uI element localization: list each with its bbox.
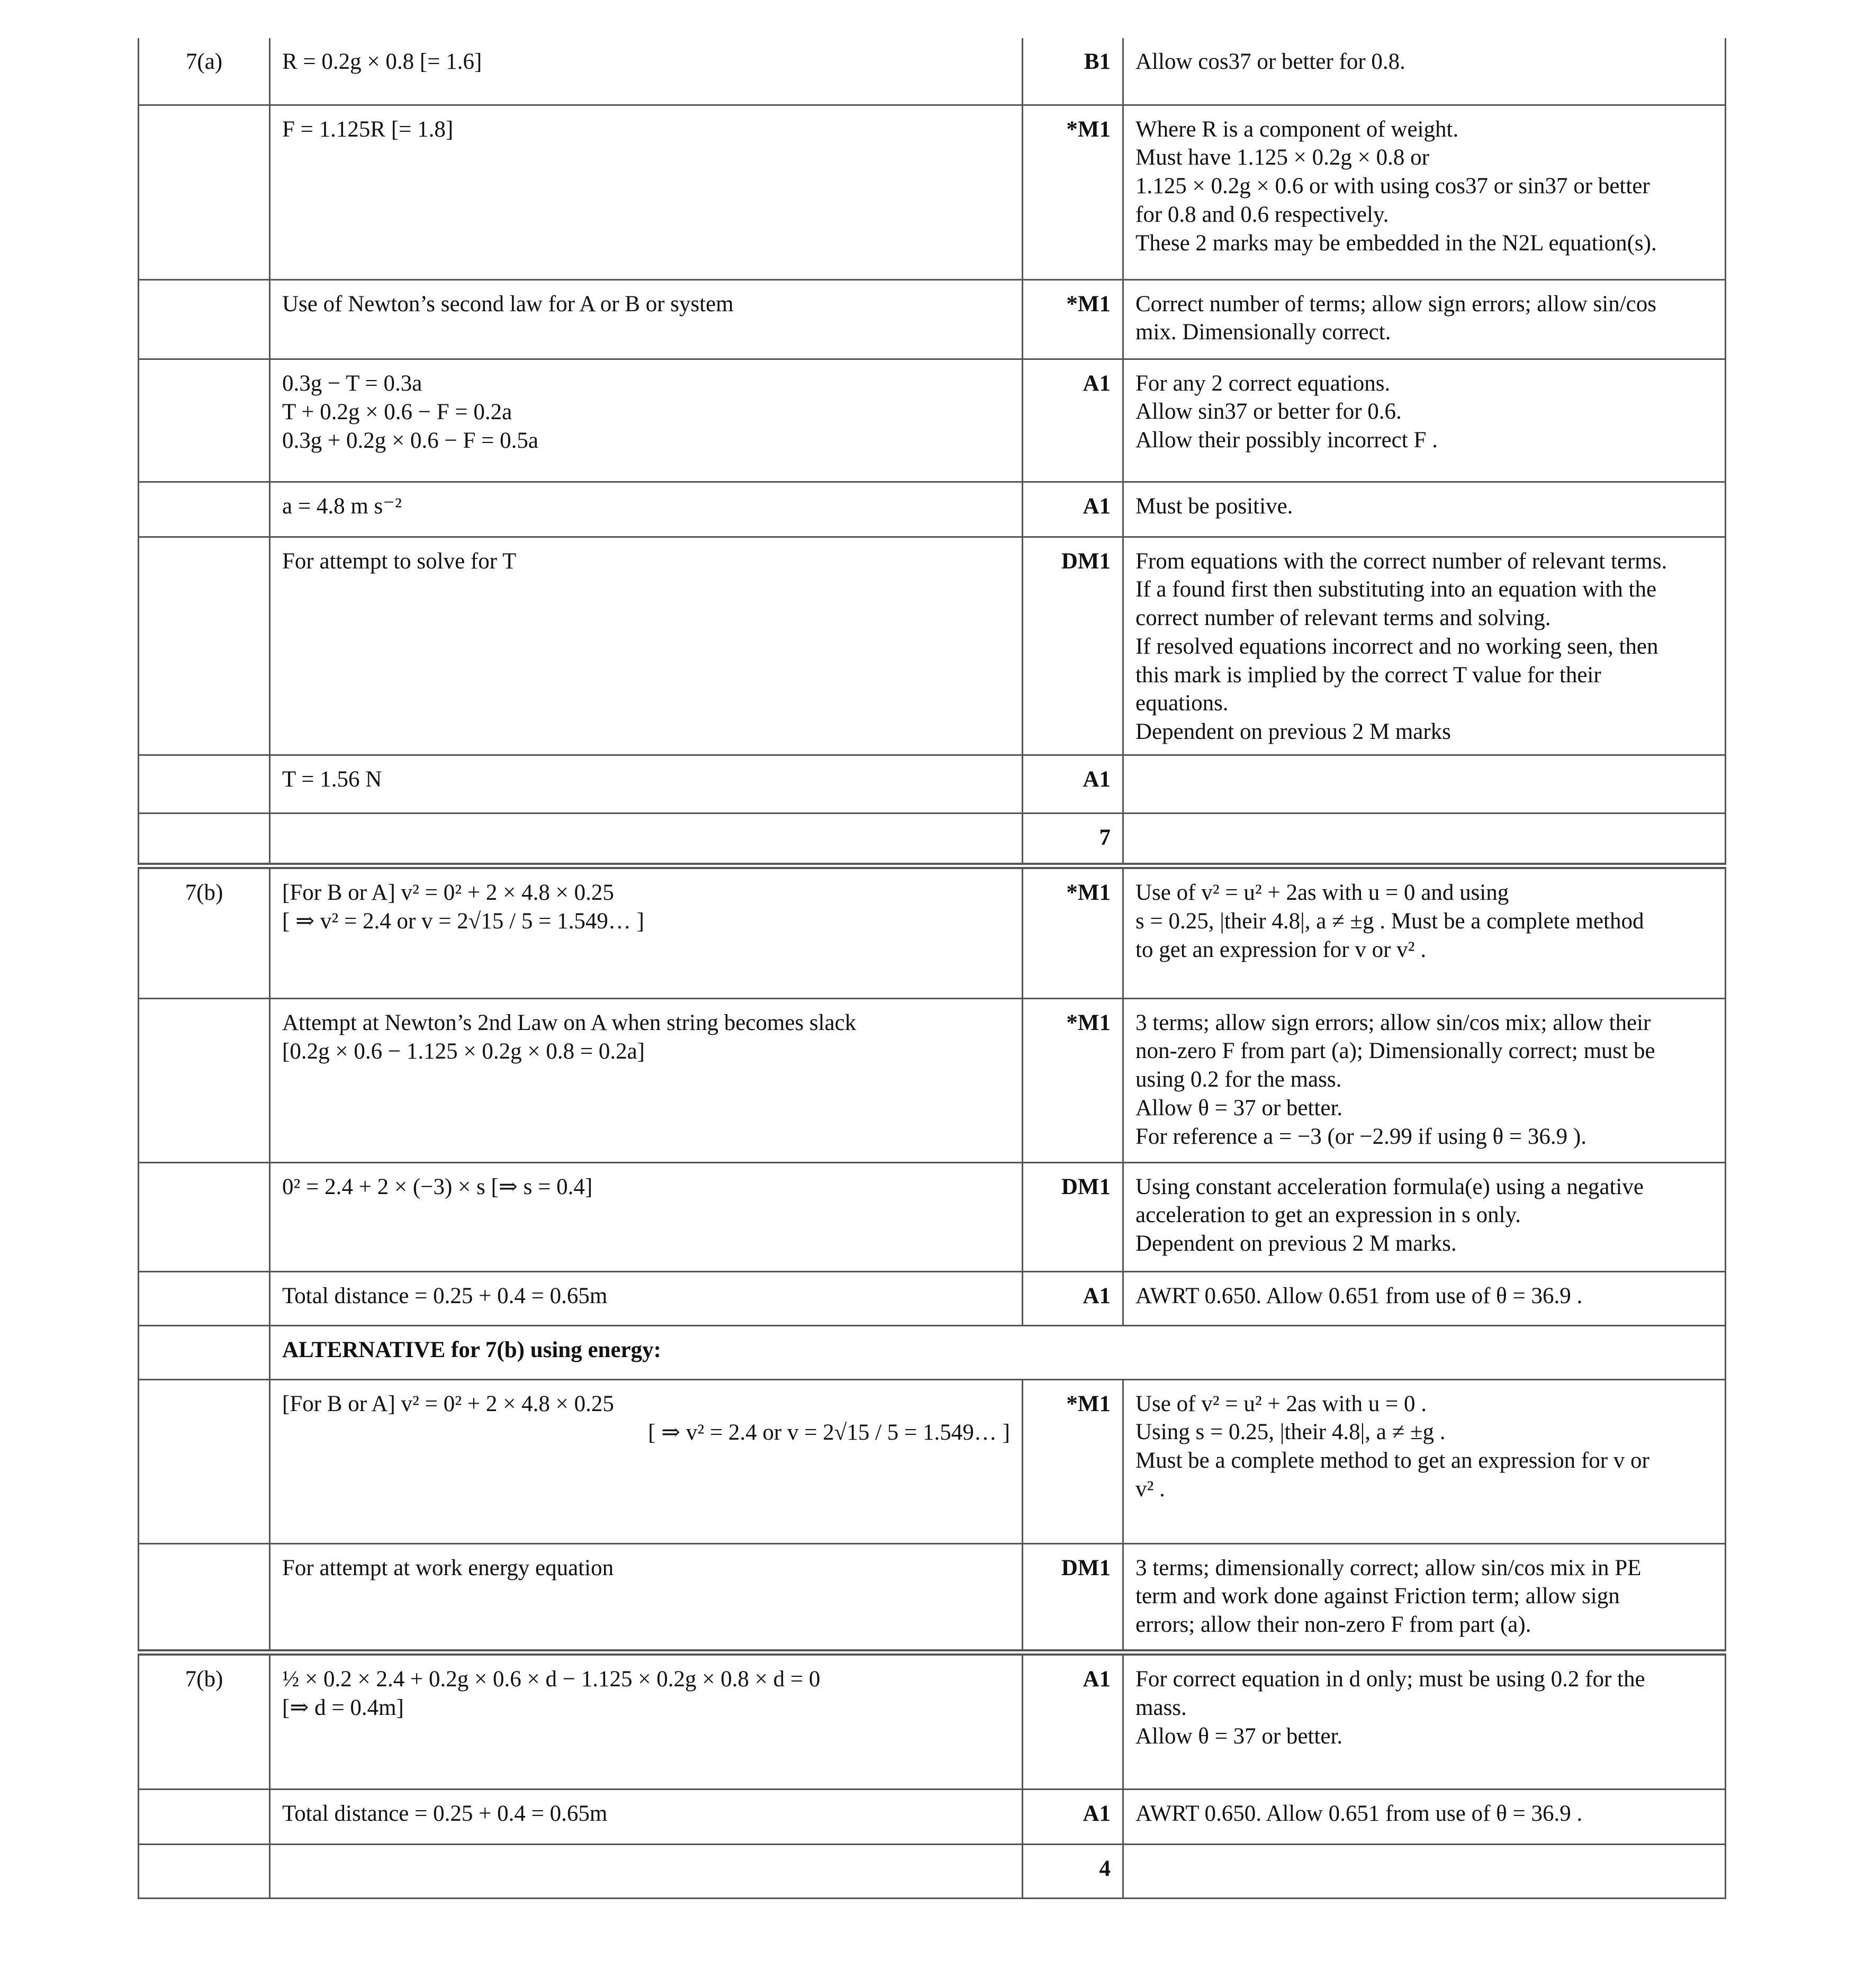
guidance-line: v² . — [1135, 1476, 1165, 1502]
guidance-line: to get an expression for v or v² . — [1135, 937, 1427, 962]
answer-line: [ ⇒ v² = 2.4 or v = 2√15 / 5 = 1.549… ] — [648, 1420, 1010, 1445]
guidance-line: These 2 marks may be embedded in the N2L equation(s). — [1135, 230, 1657, 256]
answer-cell — [270, 1271, 1023, 1325]
answer-cell — [270, 1844, 1023, 1898]
answer-line: Attempt at Newton’s 2nd Law on A when string becomes slack — [282, 1010, 857, 1035]
guidance-line: this mark is implied by the correct T value for their — [1135, 662, 1601, 688]
guidance-cell — [1123, 1379, 1726, 1543]
table-row — [139, 998, 1726, 1162]
question-number-cell — [139, 1271, 270, 1325]
answer-cell — [270, 1162, 1023, 1271]
question-number-cell — [139, 38, 270, 105]
guidance-line: AWRT 0.650. Allow 0.651 from use of θ = 36.9 . — [1135, 1283, 1583, 1308]
answer-line: T + 0.2g × 0.6 − F = 0.2a — [282, 399, 512, 424]
table-row — [139, 1325, 1726, 1379]
mark-code: B1 — [1084, 49, 1111, 74]
guidance-line: s = 0.25, |their 4.8|, a ≠ ±g . Must be a complete method — [1135, 908, 1644, 934]
guidance-cell — [1123, 1271, 1726, 1325]
question-number: 7(a) — [185, 49, 223, 74]
guidance-line: If a found first then substituting into an equation with the — [1135, 577, 1657, 602]
table-row — [139, 1543, 1726, 1652]
answer-cell — [270, 1789, 1023, 1844]
answer-line: 0.3g − T = 0.3a — [282, 371, 422, 396]
table-row — [139, 1271, 1726, 1325]
mark-cell — [1023, 1543, 1123, 1652]
guidance-line: 3 terms; allow sign errors; allow sin/cos mix; allow their — [1135, 1010, 1651, 1035]
mark-cell — [1023, 279, 1123, 359]
guidance-cell — [1123, 279, 1726, 359]
answer-line: For attempt to solve for T — [282, 548, 517, 574]
answer-line: [ ⇒ v² = 2.4 or v = 2√15 / 5 = 1.549… ] — [282, 909, 644, 934]
guidance-cell — [1123, 866, 1726, 998]
guidance-line: mass. — [1135, 1695, 1187, 1720]
guidance-cell — [1123, 359, 1726, 482]
mark-cell — [1023, 1162, 1123, 1271]
mark-code: A1 — [1083, 1283, 1111, 1308]
guidance-line: 1.125 × 0.2g × 0.6 or with using cos37 or sin37 or better — [1135, 174, 1650, 198]
guidance-line: mix. Dimensionally correct. — [1135, 320, 1391, 345]
guidance-line: Dependent on previous 2 M marks — [1135, 719, 1451, 744]
mark-code: A1 — [1083, 1801, 1111, 1826]
question-number-cell — [139, 537, 270, 755]
answer-line: [For B or A] v² = 0² + 2 × 4.8 × 0.25 — [282, 1391, 614, 1416]
table-row — [139, 1379, 1726, 1543]
answer-cell — [270, 279, 1023, 359]
mark-cell — [1023, 1652, 1123, 1789]
mark-cell — [1023, 1271, 1123, 1325]
guidance-line: equations. — [1135, 691, 1229, 716]
guidance-line: Allow sin37 or better for 0.6. — [1135, 399, 1402, 424]
guidance-line: Allow θ = 37 or better. — [1135, 1095, 1343, 1120]
guidance-line: non-zero F from part (a); Dimensionally correct; must be — [1135, 1038, 1655, 1064]
mark-cell — [1023, 998, 1123, 1162]
answer-line: R = 0.2g × 0.8 [= 1.6] — [282, 49, 482, 74]
mark-code: A1 — [1083, 766, 1111, 792]
table-row — [139, 482, 1726, 537]
answer-cell — [270, 105, 1023, 279]
answer-cell — [270, 1379, 1023, 1543]
question-number-cell — [139, 1543, 270, 1652]
guidance-cell — [1123, 38, 1726, 105]
question-number-cell — [139, 1379, 270, 1543]
answer-line: F = 1.125R [= 1.8] — [282, 116, 454, 142]
answer-line: 0.3g + 0.2g × 0.6 − F = 0.5a — [282, 428, 539, 453]
mark-cell — [1023, 359, 1123, 482]
mark-code: DM1 — [1061, 1555, 1111, 1580]
question-number-cell — [139, 755, 270, 813]
question-number-cell — [139, 359, 270, 482]
question-number-cell — [139, 1652, 270, 1789]
mark-scheme-sheet — [138, 38, 1725, 1899]
answer-cell — [270, 813, 1023, 866]
guidance-cell — [1123, 998, 1726, 1162]
guidance-cell — [1123, 482, 1726, 537]
guidance-line: For reference a = −3 (or −2.99 if using θ = 36.9 ). — [1135, 1124, 1586, 1149]
table-row — [139, 755, 1726, 813]
mark-code: DM1 — [1061, 548, 1111, 574]
answer-line: 0² = 2.4 + 2 × (−3) × s [⇒ s = 0.4] — [282, 1174, 593, 1199]
mark-cell — [1023, 38, 1123, 105]
question-number-cell — [139, 279, 270, 359]
mark-code: A1 — [1083, 493, 1111, 519]
question-number: 7(b) — [185, 880, 223, 905]
mark-cell — [1023, 1789, 1123, 1844]
answer-line: T = 1.56 N — [282, 766, 382, 792]
mark-scheme-rows — [139, 38, 1726, 1898]
question-number-cell — [139, 482, 270, 537]
table-row — [139, 866, 1726, 998]
mark-cell — [1023, 1379, 1123, 1543]
mark-cell — [1023, 1844, 1123, 1898]
mark-code: *M1 — [1066, 116, 1111, 142]
guidance-line: term and work done against Friction term; allow sign — [1135, 1584, 1620, 1609]
guidance-line: 3 terms; dimensionally correct; allow sin/cos mix in PE — [1135, 1555, 1642, 1580]
answer-line: ½ × 0.2 × 2.4 + 0.2g × 0.6 × d − 1.125 × 0.2g × 0.8 × d = 0 — [282, 1667, 821, 1692]
alternative-heading: ALTERNATIVE for 7(b) using energy: — [282, 1337, 661, 1362]
guidance-line: For correct equation in d only; must be using 0.2 for the — [1135, 1667, 1645, 1692]
answer-cell — [270, 482, 1023, 537]
table-row — [139, 1162, 1726, 1271]
guidance-line: For any 2 correct equations. — [1135, 371, 1391, 396]
mark-cell — [1023, 482, 1123, 537]
guidance-line: correct number of relevant terms and solving. — [1135, 606, 1551, 630]
question-number-cell — [139, 1162, 270, 1271]
table-row — [139, 813, 1726, 866]
guidance-line: Must have 1.125 × 0.2g × 0.8 or — [1135, 145, 1429, 170]
guidance-line: Must be a complete method to get an expression for v or — [1135, 1448, 1649, 1473]
guidance-cell — [1123, 537, 1726, 755]
guidance-cell — [1123, 105, 1726, 279]
mark-cell — [1023, 105, 1123, 279]
mark-cell — [1023, 813, 1123, 866]
guidance-line: Allow θ = 37 or better. — [1135, 1723, 1343, 1749]
answer-cell — [270, 359, 1023, 482]
mark-scheme-table — [138, 38, 1726, 1899]
question-number-cell — [139, 1325, 270, 1379]
answer-cell — [270, 755, 1023, 813]
answer-line: Use of Newton’s second law for A or B or system — [282, 291, 734, 317]
guidance-line: AWRT 0.650. Allow 0.651 from use of θ = 36.9 . — [1135, 1801, 1583, 1826]
answer-cell — [270, 38, 1023, 105]
question-number: 7(b) — [185, 1667, 223, 1692]
mark-code: *M1 — [1066, 291, 1111, 317]
table-row — [139, 279, 1726, 359]
guidance-cell — [1123, 1652, 1726, 1789]
table-row — [139, 1844, 1726, 1898]
guidance-line: Use of v² = u² + 2as with u = 0 and using — [1135, 880, 1509, 905]
mark-code: *M1 — [1066, 880, 1111, 905]
mark-code: *M1 — [1066, 1010, 1111, 1035]
answer-line: a = 4.8 m s⁻² — [282, 493, 402, 519]
guidance-cell — [1123, 1789, 1726, 1844]
guidance-line: Must be positive. — [1135, 493, 1293, 519]
answer-line: For attempt at work energy equation — [282, 1555, 614, 1580]
guidance-cell — [1123, 1543, 1726, 1652]
guidance-line: Using s = 0.25, |their 4.8|, a ≠ ±g . — [1135, 1420, 1446, 1445]
guidance-line: using 0.2 for the mass. — [1135, 1067, 1342, 1092]
answer-line: [For B or A] v² = 0² + 2 × 4.8 × 0.25 — [282, 880, 614, 905]
guidance-cell — [1123, 755, 1726, 813]
guidance-line: Where R is a component of weight. — [1135, 116, 1459, 142]
guidance-line: Allow cos37 or better for 0.8. — [1135, 49, 1405, 74]
question-number-cell — [139, 998, 270, 1162]
answer-line: [0.2g × 0.6 − 1.125 × 0.2g × 0.8 = 0.2a] — [282, 1038, 645, 1064]
table-row — [139, 105, 1726, 279]
guidance-line: acceleration to get an expression in s only. — [1135, 1203, 1521, 1228]
guidance-line: If resolved equations incorrect and no working seen, then — [1135, 634, 1658, 659]
guidance-line: Dependent on previous 2 M marks. — [1135, 1231, 1457, 1256]
mark-cell — [1023, 755, 1123, 813]
answer-line: [⇒ d = 0.4m] — [282, 1695, 404, 1720]
mark-code: 4 — [1099, 1856, 1111, 1881]
table-row — [139, 537, 1726, 755]
answer-cell — [270, 866, 1023, 998]
table-row — [139, 1652, 1726, 1789]
mark-cell — [1023, 537, 1123, 755]
alternative-heading-cell — [270, 1325, 1726, 1379]
guidance-line: Correct number of terms; allow sign errors; allow sin/cos — [1135, 291, 1657, 317]
answer-line: Total distance = 0.25 + 0.4 = 0.65m — [282, 1283, 608, 1308]
question-number-cell — [139, 813, 270, 866]
guidance-line: for 0.8 and 0.6 respectively. — [1135, 202, 1389, 227]
mark-code: 7 — [1099, 825, 1111, 850]
mark-cell — [1023, 866, 1123, 998]
question-number-cell — [139, 105, 270, 279]
answer-cell — [270, 1543, 1023, 1652]
guidance-line: Use of v² = u² + 2as with u = 0 . — [1135, 1391, 1427, 1416]
table-row — [139, 38, 1726, 105]
mark-code: DM1 — [1061, 1174, 1111, 1199]
guidance-line: From equations with the correct number of relevant terms. — [1135, 548, 1667, 574]
guidance-line: Using constant acceleration formula(e) using a negative — [1135, 1174, 1644, 1199]
answer-line: Total distance = 0.25 + 0.4 = 0.65m — [282, 1801, 608, 1826]
guidance-cell — [1123, 1844, 1726, 1898]
mark-code: A1 — [1083, 1667, 1111, 1692]
question-number-cell — [139, 1844, 270, 1898]
guidance-line: Allow their possibly incorrect F . — [1135, 428, 1438, 453]
guidance-cell — [1123, 1162, 1726, 1271]
question-number-cell — [139, 1789, 270, 1844]
mark-code: A1 — [1083, 371, 1111, 396]
question-number-cell — [139, 866, 270, 998]
table-row — [139, 1789, 1726, 1844]
answer-cell — [270, 537, 1023, 755]
table-row — [139, 359, 1726, 482]
answer-cell — [270, 998, 1023, 1162]
answer-cell — [270, 1652, 1023, 1789]
mark-code: *M1 — [1066, 1391, 1111, 1416]
guidance-cell — [1123, 813, 1726, 866]
guidance-line: errors; allow their non-zero F from part (a). — [1135, 1612, 1531, 1637]
